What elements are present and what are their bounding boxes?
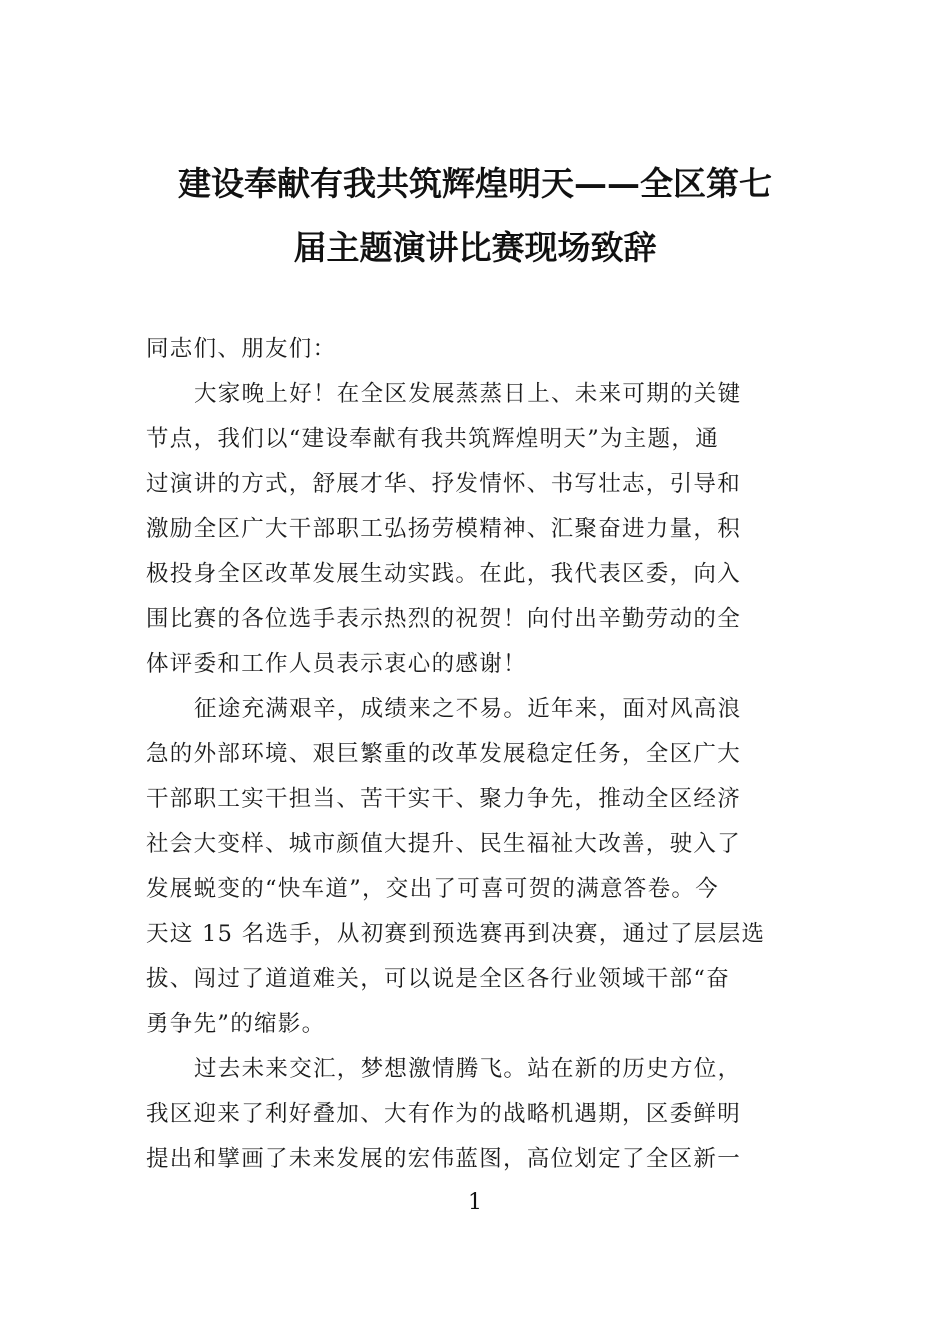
text-line: 节点，我们以“建设奉献有我共筑辉煌明天”为主题，通 (146, 426, 720, 452)
text-line: 我区迎来了利好叠加、大有作为的战略机遇期，区委鲜明 (146, 1101, 742, 1127)
text-line: 社会大变样、城市颜值大提升、民生福祉大改善，驶入了 (146, 831, 742, 857)
text-line: 体评委和工作人员表示衷心的感谢！ (146, 651, 527, 677)
text-line: 过演讲的方式，舒展才华、抒发情怀、书写壮志，引导和 (146, 471, 742, 497)
paragraph-greeting (146, 372, 806, 687)
text-line: 天这 15 名选手，从初赛到预选赛再到决赛，通过了层层选 (146, 921, 766, 947)
text-line: 过去未来交汇，梦想激情腾飞。站在新的历史方位， (194, 1056, 742, 1082)
text-line: 大家晚上好！在全区发展蒸蒸日上、未来可期的关键 (194, 381, 742, 407)
text-line: 勇争先”的缩影。 (146, 1011, 326, 1037)
text-line: 围比赛的各位选手表示热烈的祝贺！向付出辛勤劳动的全 (146, 606, 742, 632)
paragraph-achievements (146, 687, 806, 1047)
salutation: 同志们、朋友们： (146, 336, 337, 362)
title-line: 建设奉献有我共筑辉煌明天——全区第七 (178, 164, 772, 203)
text-line: 征途充满艰辛，成绩来之不易。近年来，面对风高浪 (194, 696, 742, 722)
text-line: 急的外部环境、艰巨繁重的改革发展稳定任务，全区广大 (146, 741, 742, 767)
document-body (146, 327, 806, 1182)
document-title (140, 152, 810, 280)
text-line: 提出和擘画了未来发展的宏伟蓝图，高位划定了全区新一 (146, 1146, 742, 1172)
text-line: 干部职工实干担当、苦干实干、聚力争先，推动全区经济 (146, 786, 742, 812)
text-line: 拔、闯过了道道难关，可以说是全区各行业领域干部“奋 (146, 966, 731, 992)
paragraph-future (146, 1047, 806, 1182)
text-line: 发展蜕变的“快车道”，交出了可喜可贺的满意答卷。今 (146, 876, 720, 902)
text-line: 激励全区广大干部职工弘扬劳模精神、汇聚奋进力量，积 (146, 516, 742, 542)
text-line: 极投身全区改革发展生动实践。在此，我代表区委，向入 (146, 561, 742, 587)
page-number: 1 (468, 1190, 482, 1215)
title-line: 届主题演讲比赛现场致辞 (293, 228, 657, 267)
